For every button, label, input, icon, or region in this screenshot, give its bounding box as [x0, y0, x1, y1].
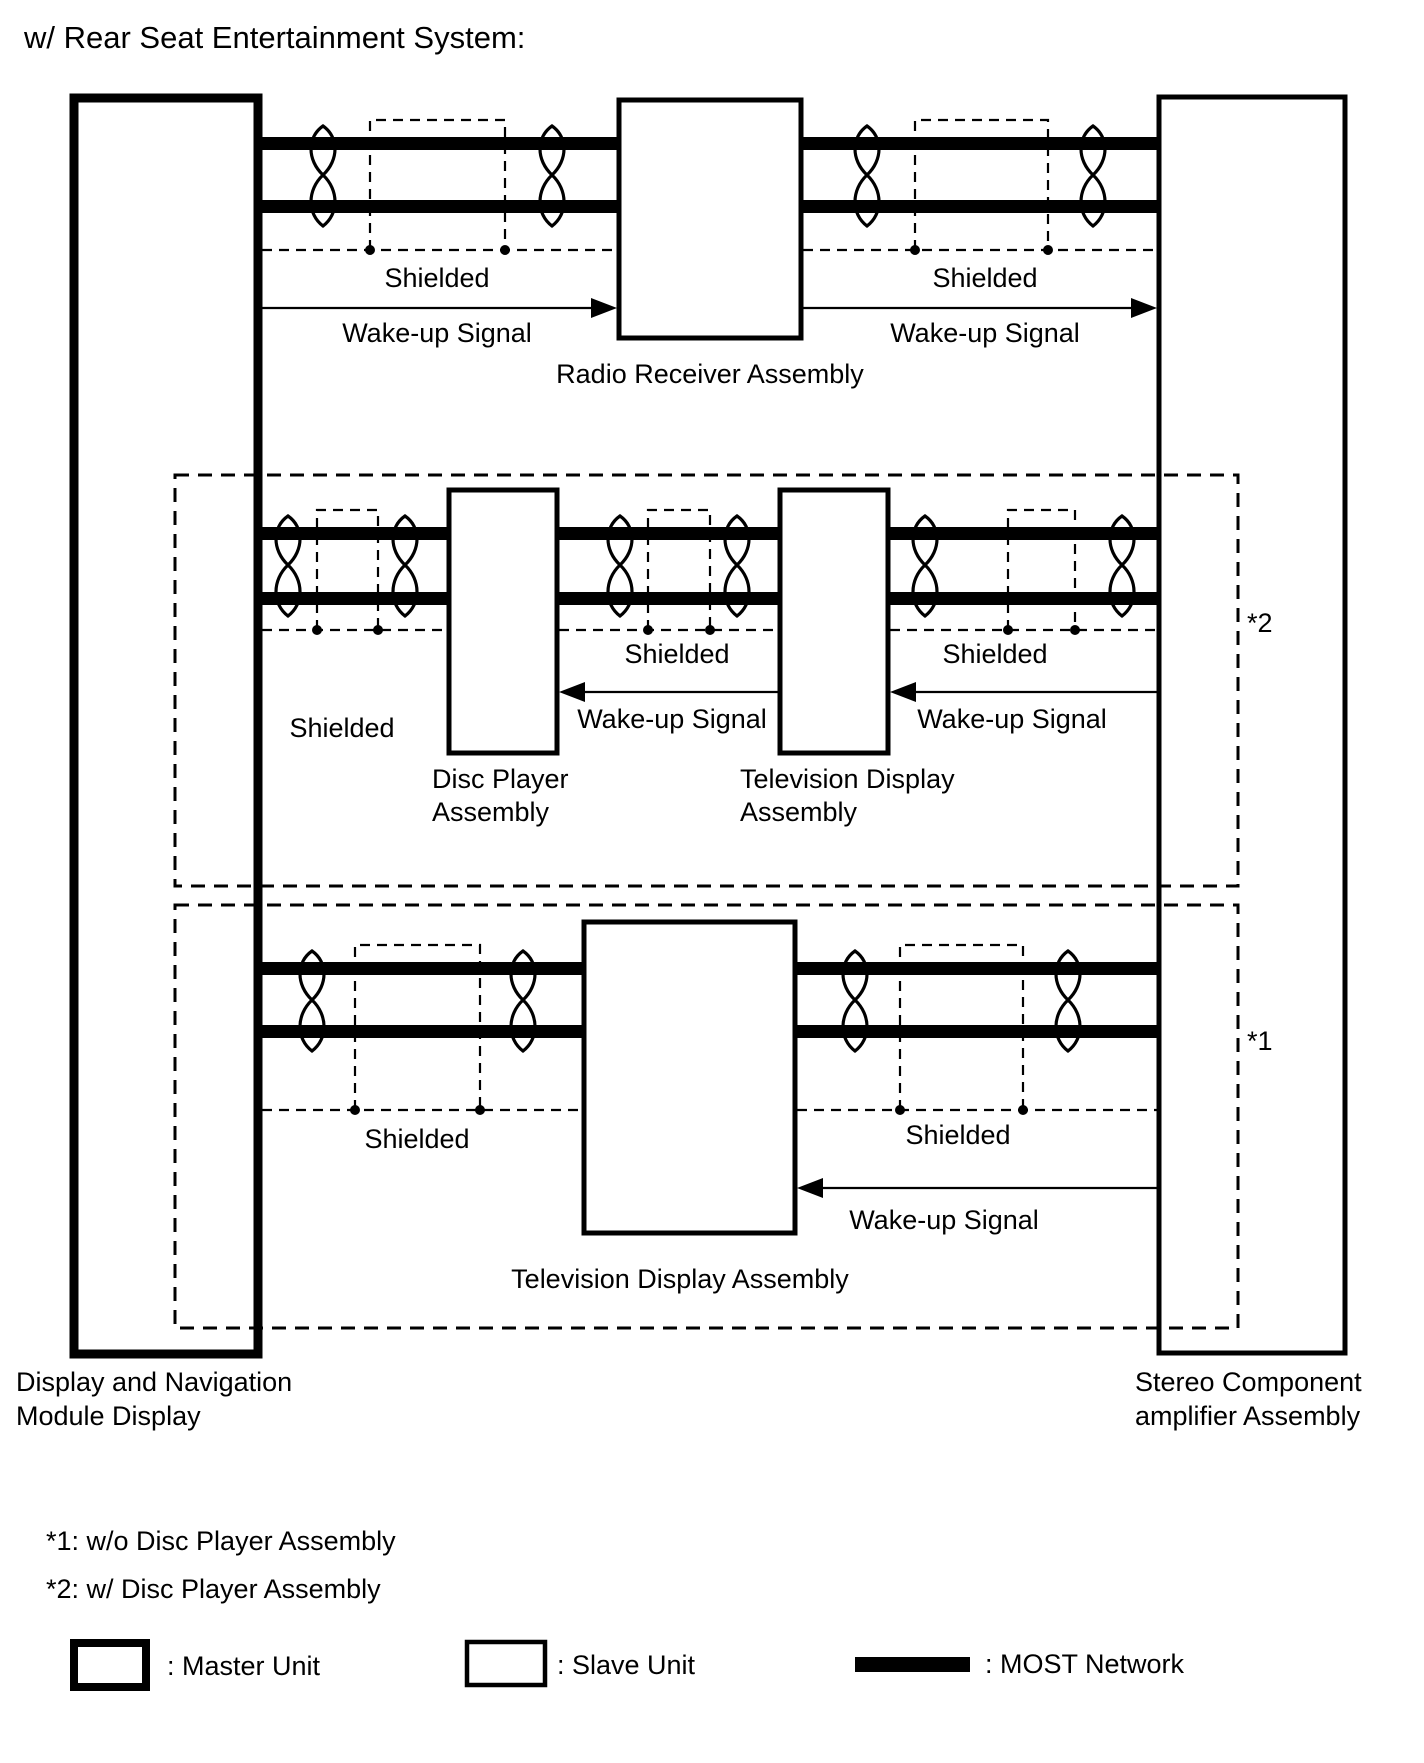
legend-most-network-swatch — [855, 1657, 970, 1672]
junction-dot — [500, 245, 510, 255]
most-line — [797, 962, 1157, 975]
junction-dot — [910, 245, 920, 255]
tv-display-bottom-label: Television Display Assembly — [511, 1264, 849, 1294]
stereo-amp-label-line2: amplifier Assembly — [1135, 1401, 1361, 1431]
most-line — [262, 527, 447, 540]
disc-player-label-line2: Assembly — [432, 797, 550, 827]
junction-dot — [373, 625, 383, 635]
legend-master-unit-swatch — [74, 1643, 146, 1687]
display-nav-label-line1: Display and Navigation — [16, 1367, 293, 1397]
junction-dot — [475, 1105, 485, 1115]
junction-dot — [1003, 625, 1013, 635]
wakeup-signal-label: Wake-up Signal — [917, 704, 1107, 734]
shielded-label: Shielded — [905, 1120, 1011, 1150]
display-nav-module-box — [74, 98, 258, 1354]
page-title: w/ Rear Seat Entertainment System: — [24, 20, 526, 55]
shielded-label: Shielded — [289, 713, 395, 743]
most-line — [559, 527, 778, 540]
junction-dot — [350, 1105, 360, 1115]
disc-player-box — [449, 490, 557, 753]
wakeup-signal-label: Wake-up Signal — [849, 1205, 1039, 1235]
star2-annotation: *2 — [1247, 608, 1273, 638]
shielded-label: Shielded — [942, 639, 1048, 669]
tv-display-mid-label-line2: Assembly — [740, 797, 858, 827]
radio-receiver-label: Radio Receiver Assembly — [556, 359, 864, 389]
junction-dot — [705, 625, 715, 635]
star1-annotation: *1 — [1247, 1026, 1273, 1056]
legend-slave-unit-label: : Slave Unit — [557, 1650, 696, 1680]
junction-dot — [312, 625, 322, 635]
most-line — [890, 527, 1157, 540]
junction-dot — [365, 245, 375, 255]
wakeup-signal-label: Wake-up Signal — [577, 704, 767, 734]
tv-display-mid-box — [780, 490, 888, 753]
stereo-amp-box — [1159, 97, 1345, 1353]
junction-dot — [1043, 245, 1053, 255]
wakeup-signal-label: Wake-up Signal — [342, 318, 532, 348]
most-line — [890, 592, 1157, 605]
radio-receiver-box — [619, 100, 801, 338]
shielded-label: Shielded — [624, 639, 730, 669]
display-nav-label-line2: Module Display — [16, 1401, 201, 1431]
wakeup-signal-label: Wake-up Signal — [890, 318, 1080, 348]
disc-player-label-line1: Disc Player — [432, 764, 569, 794]
most-line — [559, 592, 778, 605]
legend-most-network-label: : MOST Network — [985, 1649, 1185, 1679]
footnote-star1: *1: w/o Disc Player Assembly — [46, 1526, 396, 1556]
tv-display-mid-label-line1: Television Display — [740, 764, 955, 794]
tv-display-bottom-box — [584, 922, 795, 1233]
junction-dot — [1070, 625, 1080, 635]
most-line — [262, 592, 447, 605]
shielded-label: Shielded — [932, 263, 1038, 293]
legend-master-unit-label: : Master Unit — [167, 1651, 321, 1681]
junction-dot — [895, 1105, 905, 1115]
junction-dot — [643, 625, 653, 635]
shielded-label: Shielded — [384, 263, 490, 293]
legend-slave-unit-swatch — [467, 1642, 545, 1685]
footnote-star2: *2: w/ Disc Player Assembly — [46, 1574, 381, 1604]
junction-dot — [1018, 1105, 1028, 1115]
stereo-amp-label-line1: Stereo Component — [1135, 1367, 1362, 1397]
shielded-label: Shielded — [364, 1124, 470, 1154]
most-line — [797, 1025, 1157, 1038]
